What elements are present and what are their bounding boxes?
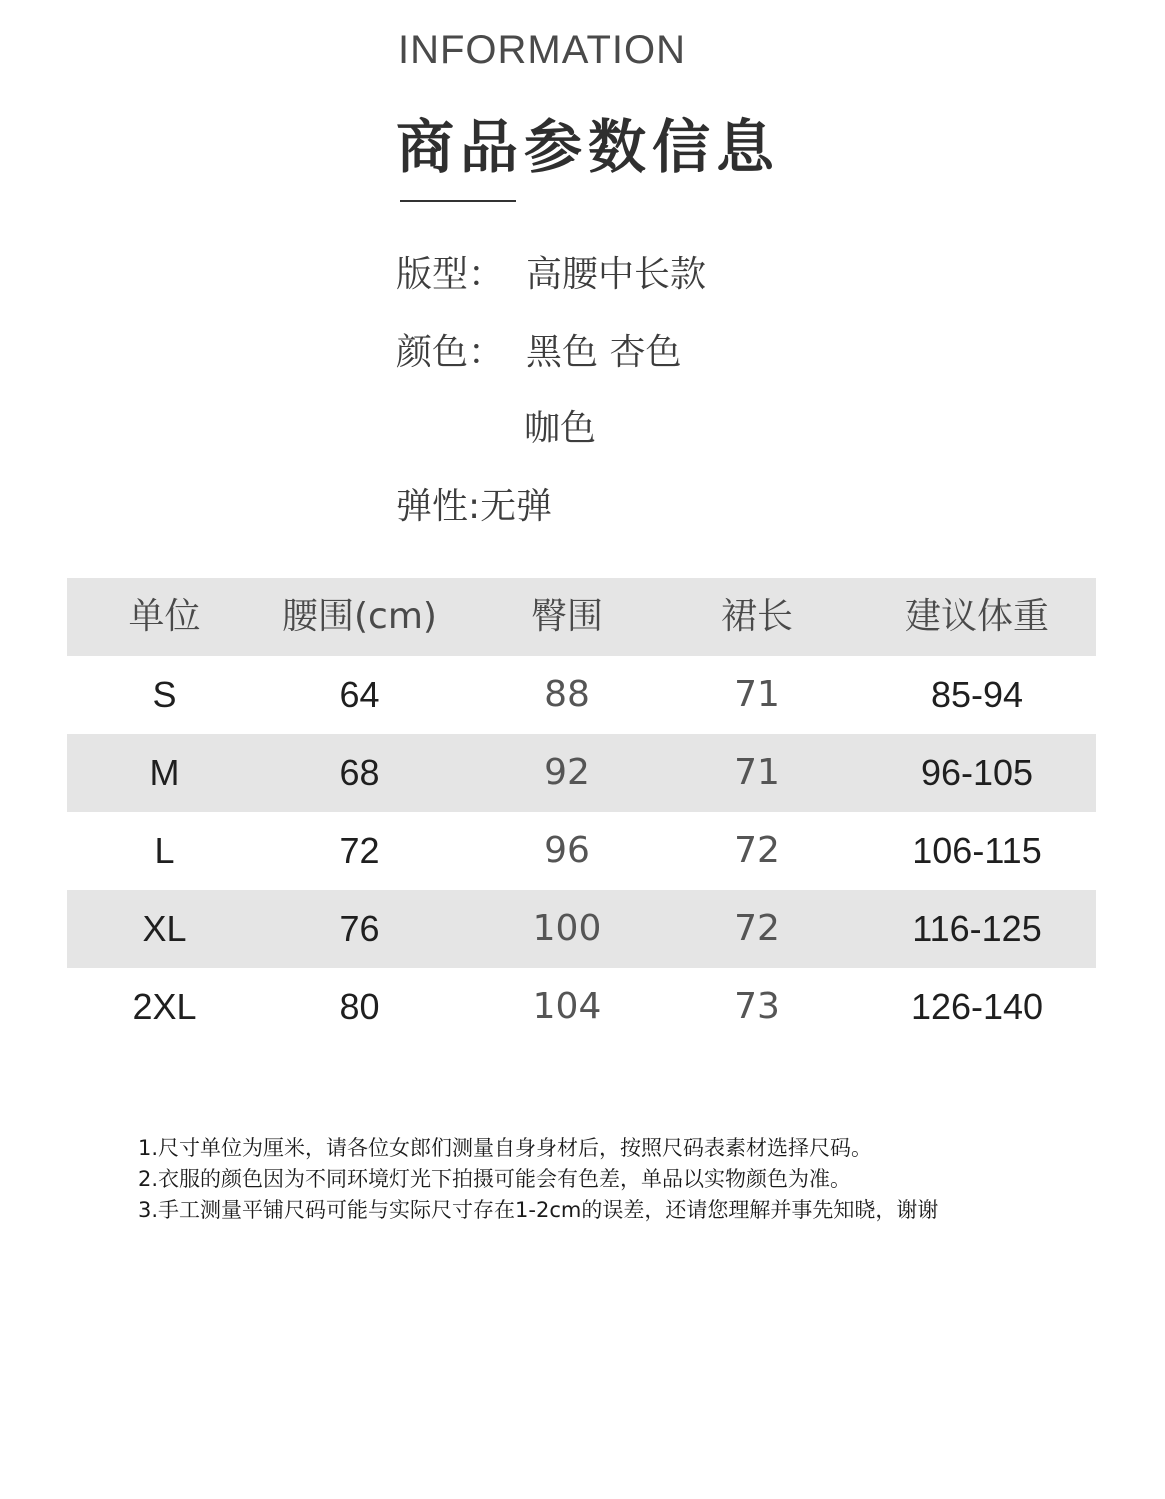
size-notes: [138, 1133, 938, 1226]
weight-value: 126-140: [910, 986, 1044, 1027]
spec-elastic: [396, 478, 552, 529]
header-hip: 臀围: [530, 596, 603, 637]
spec-color-label: 颜色：: [396, 332, 505, 373]
waist-value: 80: [339, 986, 380, 1027]
header-length: 裙长: [720, 596, 793, 637]
spec-color-value-extra: 咖色: [524, 408, 597, 449]
note-item: 2.衣服的颜色因为不同环境灯光下拍摄可能会有色差，单品以实物颜色为准。: [138, 1167, 852, 1191]
spec-style-value: 高腰中长款: [526, 254, 707, 295]
hip-value: 88: [544, 674, 590, 715]
size-table: [67, 578, 1096, 1046]
table-row: [67, 734, 1096, 812]
size-label: XL: [142, 908, 187, 949]
spec-color: [396, 324, 681, 375]
size-label: S: [152, 674, 177, 715]
waist-value: 72: [339, 830, 380, 871]
page-title: 商品参数信息: [396, 113, 781, 181]
spec-style: [396, 246, 706, 297]
length-value: 71: [734, 752, 780, 793]
note-item: 1.尺寸单位为厘米，请各位女郎们测量自身身材后，按照尺码表素材选择尺码。: [138, 1136, 873, 1160]
length-value: 71: [734, 674, 780, 715]
header-waist: 腰围(cm): [282, 596, 437, 637]
header-unit: 单位: [128, 596, 201, 637]
title-divider: [400, 200, 516, 202]
weight-value: 85-94: [930, 674, 1024, 715]
header-weight: 建议体重: [904, 596, 1049, 637]
table-row: [67, 968, 1096, 1046]
hip-value: 92: [544, 752, 590, 793]
length-value: 72: [734, 908, 780, 949]
spec-elastic-label: 弹性:: [396, 486, 481, 527]
spec-color-value: 黑色 杏色: [526, 332, 682, 373]
hip-value: 104: [532, 986, 602, 1027]
size-label: L: [154, 830, 175, 871]
english-title: INFORMATION: [398, 28, 687, 72]
size-table-header: [67, 578, 1096, 656]
length-value: 72: [734, 830, 780, 871]
length-value: 73: [734, 986, 780, 1027]
weight-value: 106-115: [912, 830, 1042, 871]
size-label: 2XL: [132, 986, 197, 1027]
waist-value: 76: [339, 908, 380, 949]
hip-value: 100: [532, 908, 602, 949]
waist-value: 64: [339, 674, 380, 715]
table-row: [67, 656, 1096, 734]
table-row: [67, 890, 1096, 968]
size-label: M: [149, 752, 180, 793]
table-row: [67, 812, 1096, 890]
weight-value: 116-125: [912, 908, 1042, 949]
spec-style-label: 版型：: [396, 254, 505, 295]
note-item: 3.手工测量平铺尺码可能与实际尺寸存在1-2cm的误差，还请您理解并事先知晓，谢谢: [138, 1198, 939, 1222]
waist-value: 68: [339, 752, 380, 793]
spec-elastic-value: 无弹: [480, 486, 553, 527]
hip-value: 96: [544, 830, 590, 871]
weight-value: 96-105: [920, 752, 1034, 793]
